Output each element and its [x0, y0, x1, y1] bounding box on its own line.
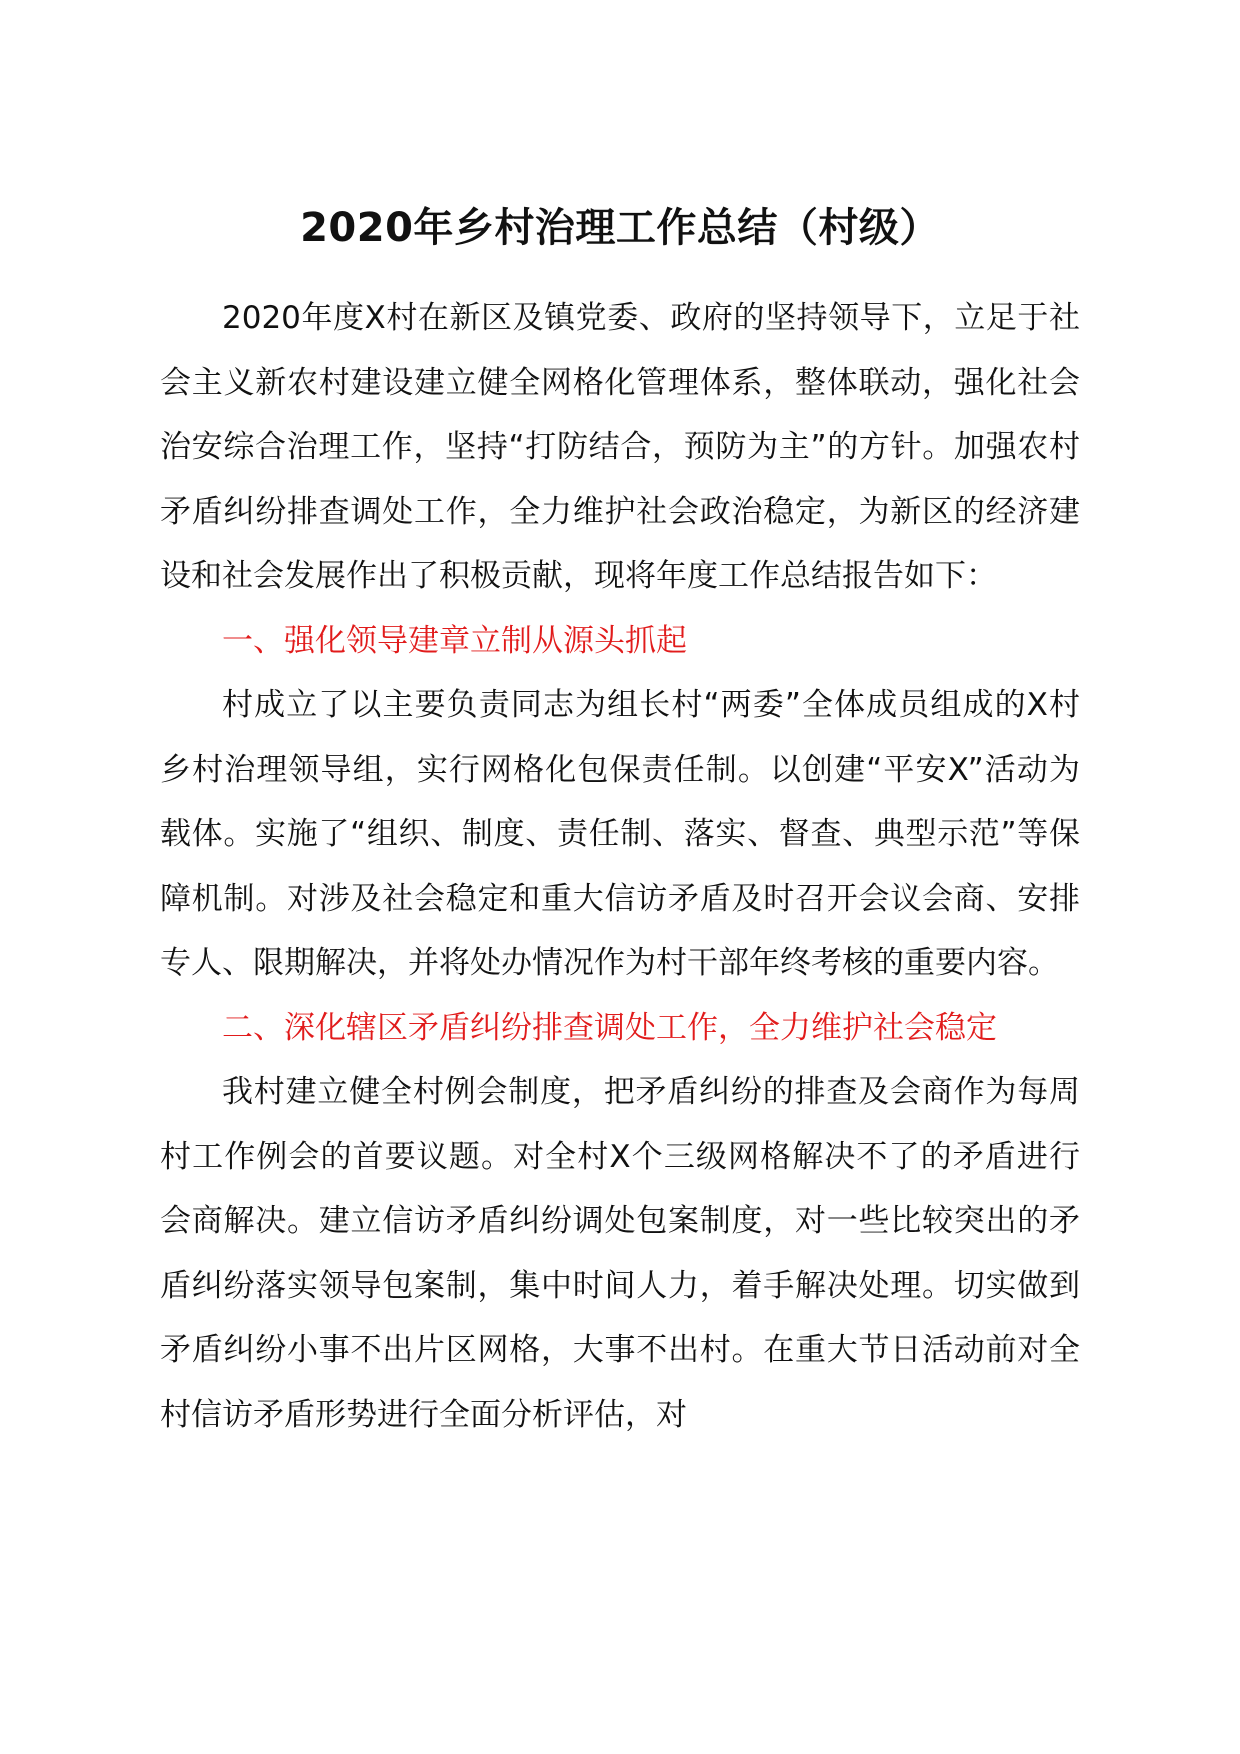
section-2	[160, 996, 1080, 1448]
intro-paragraph: 2020年度X村在新区及镇党委、政府的坚持领导下，立足于社会主义新农村建设建立健全网格化管理体系，整体联动，强化社会治安综合治理工作，坚持“打防结合，预防为主”的方针。加强农村矛盾纠纷排查调处工作，全力维护社会政治稳定，为新区的经济建设和社会发展作出了积极贡献，现将年度工作总结报告如下：	[160, 300, 1080, 594]
section-paragraph: 村成立了以主要负责同志为组长村“两委”全体成员组成的X村乡村治理领导组，实行网格化包保责任制。以创建“平安X”活动为载体。实施了“组织、制度、责任制、落实、督查、典型示范”等保障机制。对涉及社会稳定和重大信访矛盾及时召开会议会商、安排专人、限期解决，并将处办情况作为村干部年终考核的重要内容。	[160, 687, 1080, 981]
section-heading: 二、深化辖区矛盾纠纷排查调处工作，全力维护社会稳定	[222, 1009, 997, 1046]
document-page	[160, 196, 1080, 1447]
section-1	[160, 609, 1080, 996]
document-title: 2020年乡村治理工作总结（村级）	[300, 205, 940, 251]
section-paragraph: 我村建立健全村例会制度，把矛盾纠纷的排查及会商作为每周村工作例会的首要议题。对全村X个三级网格解决不了的矛盾进行会商解决。建立信访矛盾纠纷调处包案制度，对一些比较突出的矛盾纠纷落实领导包案制，集中时间人力，着手解决处理。切实做到矛盾纠纷小事不出片区网格，大事不出村。在重大节日活动前对全村信访矛盾形势进行全面分析评估，对	[160, 1074, 1080, 1433]
section-heading: 一、强化领导建章立制从源头抓起	[222, 622, 687, 659]
